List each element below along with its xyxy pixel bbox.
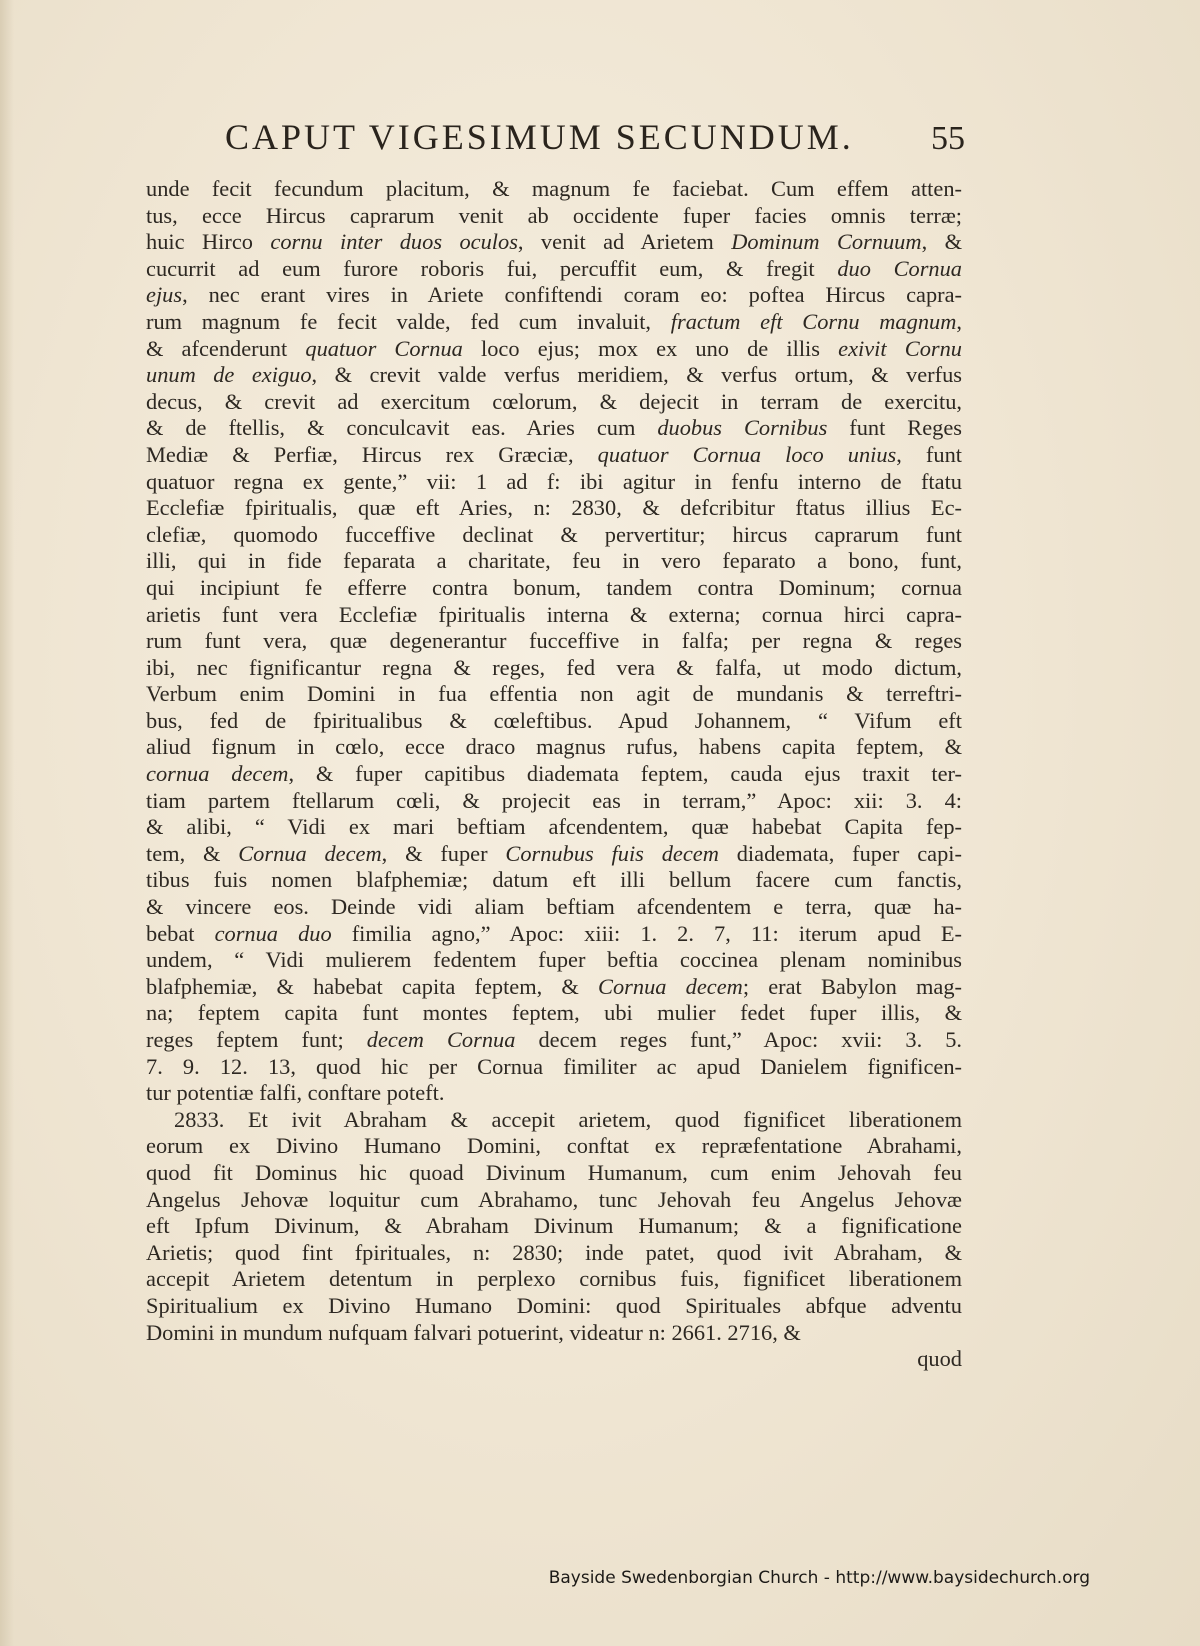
text-line: [146, 708, 962, 735]
text-run: rum funt vera, quæ degenerantur fucceffive in falfa; per regna & reges: [146, 628, 962, 654]
text-run: decus, & crevit ad exercitum cœlorum, & dejecit in terram de exercitu,: [146, 388, 962, 414]
text-line: [146, 761, 962, 788]
text-run: decem reges funt,” Apoc: xvii: 3. 5.: [515, 1027, 962, 1052]
italic-phrase: Cornubus fuis decem: [505, 840, 719, 866]
page-number: 55: [931, 120, 965, 157]
text-run: & de ftellis, & conculcavit eas. Aries cum: [146, 415, 658, 441]
text-run: Ecclefiæ fpiritualis, quæ eft Aries, n: 2830, & defcribitur ftatus illius Ec-: [146, 495, 962, 521]
text-run: , nec erant vires in Ariete confiftendi coram eo: poftea Hircus capra-: [182, 282, 962, 308]
italic-phrase: Cornua decem: [598, 973, 743, 999]
text-line: [146, 256, 962, 283]
text-line: [146, 1107, 962, 1134]
text-run: ,: [956, 308, 962, 334]
text-run: clefiæ, quomodo fucceffive declinat & pervertitur; hircus caprarum funt: [146, 521, 962, 547]
italic-phrase: cornu inter duos oculos: [270, 229, 518, 255]
text-run: na; feptem capita funt montes feptem, ubi mulier fedet fuper illis, &: [146, 1000, 962, 1026]
text-run: & vincere eos. Deinde vidi aliam beftiam afcendentem e terra, quæ ha-: [146, 894, 962, 920]
text-run: tem, &: [146, 840, 239, 866]
text-run: eft Ipfum Divinum, & Abraham Divinum Humanum; & a fignificatione: [146, 1213, 962, 1239]
text-line: [146, 1346, 962, 1373]
text-run: 2833. Et ivit Abraham & accepit arietem, quod fignificet liberationem: [174, 1106, 962, 1132]
text-line: [146, 362, 962, 389]
text-line: [146, 867, 962, 894]
text-run: , & fuper: [381, 840, 506, 866]
text-line: [146, 1213, 962, 1240]
text-run: & alibi, “ Vidi ex mari beftiam afcendentem, quæ habebat Capita fep-: [146, 814, 962, 840]
italic-phrase: decem Cornua: [366, 1027, 516, 1052]
text-run: funt Reges: [827, 415, 962, 441]
text-line: [146, 947, 962, 974]
text-run: unde fecit fecundum placitum, & magnum fe faciebat. Cum effem atten-: [146, 176, 962, 201]
text-line: [146, 575, 962, 602]
italic-phrase: unum de exiguo: [146, 362, 312, 388]
italic-phrase: duo Cornua: [837, 255, 962, 281]
text-run: 7. 9. 12. 13, quod hic per Cornua fimiliter ac apud Danielem fignificen-: [146, 1053, 962, 1079]
text-line: [146, 681, 962, 708]
text-line: [146, 921, 962, 948]
text-run: rum magnum fe fecit valde, fed cum invaluit,: [146, 308, 671, 334]
text-line: [146, 469, 962, 496]
text-line: [146, 655, 962, 682]
text-run: eorum ex Divino Humano Domini, conftat ex repræfentatione Abrahami,: [146, 1133, 962, 1159]
text-run: diademata, fuper capi-: [718, 840, 962, 866]
text-run: , venit ad Arietem: [517, 229, 732, 255]
italic-phrase: fractum eft Cornu magnum: [670, 308, 957, 334]
text-line: [146, 602, 962, 629]
text-run: & afcenderunt: [146, 335, 306, 361]
text-run: Angelus Jehovæ loquitur cum Abrahamo, tunc Jehovah feu Angelus Jehovæ: [146, 1186, 962, 1212]
page-header: [225, 116, 965, 166]
text-run: tibus fuis nomen blafphemiæ; datum eft illi bellum facere cum fanctis,: [146, 867, 962, 893]
text-run: quatuor regna ex gente,” vii: 1 ad f: ibi agitur in fenfu interno de ftatu: [146, 468, 962, 494]
text-line: [146, 734, 962, 761]
text-run: ; erat Babylon mag-: [742, 973, 962, 999]
text-run: reges feptem funt;: [146, 1027, 367, 1052]
text-run: aliud fignum in cœlo, ecce draco magnus rufus, habens capita feptem, &: [146, 734, 962, 760]
text-line: [146, 495, 962, 522]
text-line: [146, 336, 962, 363]
text-line: [146, 282, 962, 309]
text-line: [146, 1133, 962, 1160]
text-run: , &: [921, 229, 962, 255]
text-run: fimilia agno,” Apoc: xiii: 1. 2. 7, 11: iterum apud E-: [331, 920, 962, 946]
page-edge-shadow: [0, 0, 14, 1646]
text-line: [146, 1293, 962, 1320]
italic-phrase: Cornua decem: [238, 840, 382, 866]
text-line: [146, 1187, 962, 1214]
italic-phrase: ejus: [146, 282, 183, 308]
italic-phrase: cornua decem: [146, 761, 289, 787]
text-line: [146, 1320, 962, 1347]
text-line: [146, 894, 962, 921]
italic-phrase: duobus Cornibus: [657, 415, 828, 441]
text-run: accepit Arietem detentum in perplexo cornibus fuis, fignificet liberationem: [146, 1266, 962, 1292]
text-line: [146, 548, 962, 575]
text-line: [146, 442, 962, 469]
text-run: loco ejus; mox ex uno de illis: [462, 335, 839, 361]
text-run: , & crevit valde verfus meridiem, & verfus ortum, & verfus: [311, 362, 962, 388]
text-run: illi, qui in fide feparata a charitate, feu in vero feparato a bono, funt,: [146, 548, 962, 574]
text-line: [146, 203, 962, 230]
text-line: [146, 974, 962, 1001]
text-line: [146, 229, 962, 256]
text-run: bebat: [146, 920, 215, 946]
text-run: undem, “ Vidi mulierem fedentem fuper beftia coccinea plenam nominibus: [146, 947, 962, 973]
italic-phrase: quatuor Cornua: [305, 335, 463, 361]
text-run: arietis funt vera Ecclefiæ fpiritualis interna & externa; cornua hirci capra-: [146, 601, 962, 627]
text-line: [146, 389, 962, 416]
text-run: , & fuper capitibus diademata feptem, cauda ejus traxit ter-: [288, 761, 962, 787]
italic-phrase: Dominum Cornuum: [731, 229, 922, 255]
body-text: [146, 176, 962, 1373]
text-run: blafphemiæ, & habebat capita feptem, &: [146, 973, 599, 999]
text-line: [146, 1080, 962, 1107]
text-run: quod fit Dominus hic quoad Divinum Humanum, cum enim Jehovah feu: [146, 1159, 962, 1185]
text-line: [146, 841, 962, 868]
text-line: [146, 1266, 962, 1293]
text-run: tur potentiæ falfi, conftare poteft.: [146, 1080, 445, 1106]
text-line: [146, 1027, 962, 1054]
text-line: [146, 788, 962, 815]
text-run: Verbum enim Domini in fua effentia non agit de mundanis & terreftri-: [146, 681, 962, 707]
text-run: , funt: [896, 441, 962, 467]
text-line: [146, 628, 962, 655]
text-line: [146, 1240, 962, 1267]
text-line: [146, 415, 962, 442]
running-title: CAPUT VIGESIMUM SECUNDUM.: [225, 117, 854, 157]
text-run: tiam partem ftellarum cœli, & projecit eas in terram,” Apoc: xii: 3. 4:: [146, 787, 962, 813]
text-run: Domini in mundum nufquam falvari potuerint, videatur n: 2661. 2716, &: [146, 1319, 801, 1345]
text-line: [146, 309, 962, 336]
text-run: huic Hirco: [146, 229, 271, 255]
text-line: [146, 1160, 962, 1187]
italic-phrase: quatuor Cornua loco unius: [597, 441, 897, 467]
text-run: Mediæ & Perfiæ, Hircus rex Græciæ,: [146, 441, 598, 467]
text-run: quod: [917, 1346, 962, 1372]
text-line: [146, 814, 962, 841]
text-run: ibi, nec fignificantur regna & reges, fed vera & falfa, ut modo dictum,: [146, 654, 962, 680]
text-run: Arietis; quod fint fpirituales, n: 2830; inde patet, quod ivit Abraham, &: [146, 1239, 962, 1265]
italic-phrase: cornua duo: [214, 920, 332, 946]
text-run: cucurrit ad eum furore roboris fui, percuffit eum, & fregit: [146, 255, 838, 281]
text-run: Spiritualium ex Divino Humano Domini: quod Spirituales abfque adventu: [146, 1292, 962, 1318]
text-run: tus, ecce Hircus caprarum venit ab occidente fuper facies omnis terræ;: [146, 202, 962, 228]
italic-phrase: exivit Cornu: [838, 335, 962, 361]
text-line: [146, 176, 962, 203]
text-run: qui incipiunt fe efferre contra bonum, tandem contra Dominum; cornua: [146, 574, 962, 600]
text-run: bus, fed de fpiritualibus & cœleftibus. Apud Johannem, “ Vifum eft: [146, 707, 962, 733]
footer-credit: Bayside Swedenborgian Church - http://www.baysidechurch.org: [548, 1568, 1090, 1588]
text-line: [146, 1054, 962, 1081]
text-line: [146, 522, 962, 549]
text-line: [146, 1000, 962, 1027]
